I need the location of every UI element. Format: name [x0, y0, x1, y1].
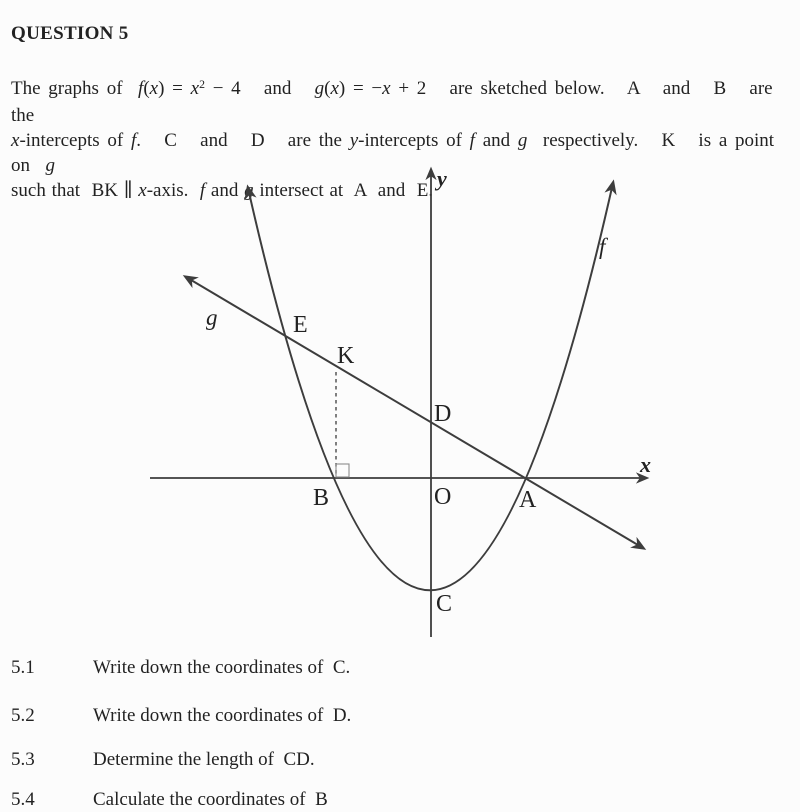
question-text: Write down the coordinates of D. [93, 705, 352, 726]
point-label-C: C [436, 591, 453, 617]
question-number: 5.2 [11, 705, 35, 726]
question-row-5-3 [11, 748, 791, 772]
line-g [186, 277, 643, 548]
page-title: QUESTION 5 [11, 23, 129, 44]
question-number: 5.4 [11, 789, 35, 810]
right-angle-marker [336, 464, 349, 477]
question-number: 5.3 [11, 749, 35, 770]
question-text: Calculate the coordinates of B [93, 789, 328, 810]
point-label-O: O [434, 484, 452, 510]
question-row-5-2 [11, 704, 791, 728]
y-axis-label: y [437, 166, 447, 191]
point-label-D: D [434, 401, 452, 427]
question-number: 5.1 [11, 657, 35, 678]
question-text: Write down the coordinates of C. [93, 657, 351, 678]
question-row-5-4-clipped [11, 788, 791, 812]
intro-line-2: x-intercepts of f. C and D are the y-intercepts of f and g respectively. K is a point on g [11, 130, 782, 176]
x-axis-label: x [640, 452, 651, 477]
f-curve-label: f [599, 234, 606, 259]
intro-line-3: such that BK ∥ x-axis. f and g intersect at A and E. [11, 180, 434, 201]
question-text: Determine the length of CD. [93, 749, 315, 770]
point-label-K: K [337, 343, 355, 369]
question-row-5-1 [11, 656, 791, 680]
point-label-A: A [519, 487, 537, 513]
g-line-label: g [206, 305, 218, 330]
intro-line-1: The graphs of $f(x) = x^2 - 4$ and g(x) = −x + 2 are sketched below. A and B are the [11, 78, 781, 126]
point-label-B: B [313, 485, 330, 511]
point-label-E: E [293, 312, 308, 338]
